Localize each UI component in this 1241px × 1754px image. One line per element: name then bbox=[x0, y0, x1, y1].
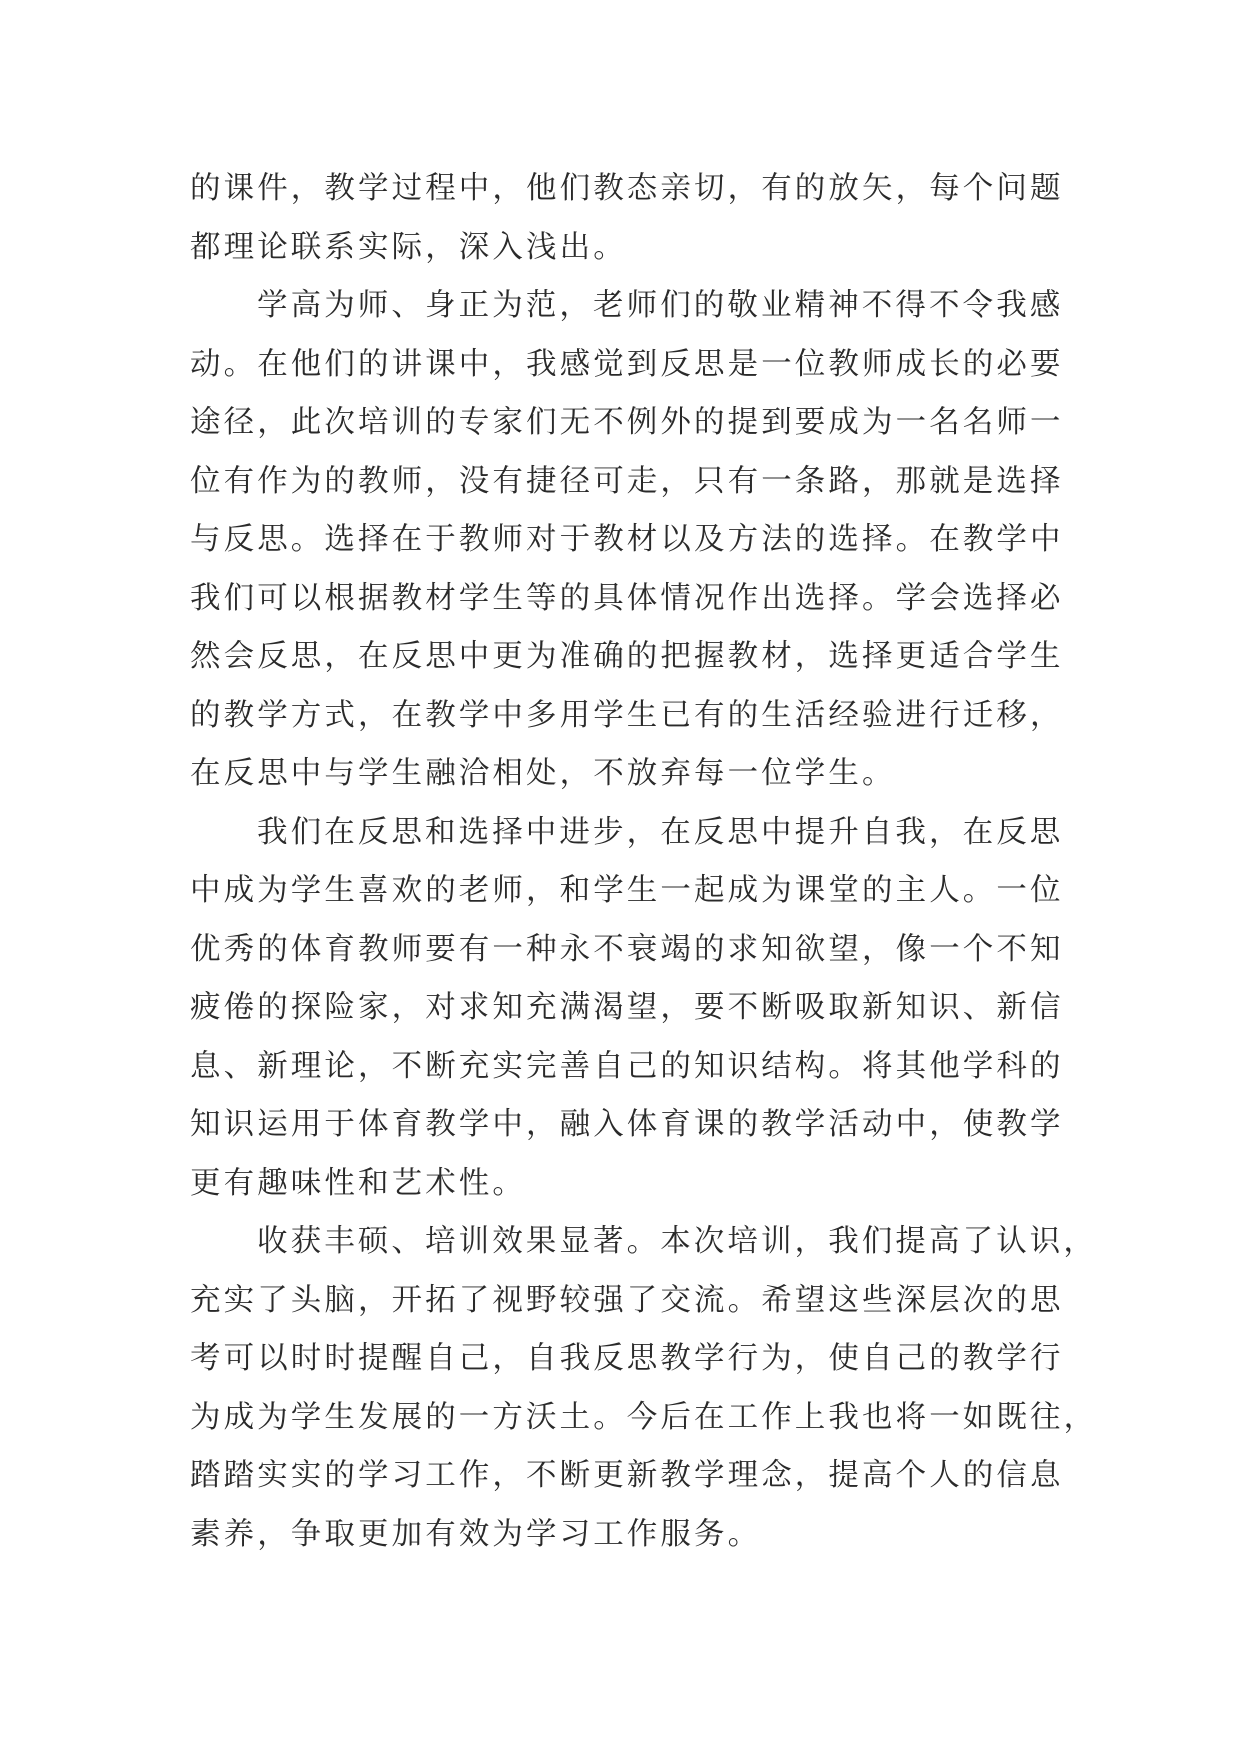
text-line: 途径，此次培训的专家们无不例外的提到要成为一名名师一 bbox=[190, 405, 1064, 440]
text-line: 的教学方式，在教学中多用学生已有的生活经验进行迁移， bbox=[190, 697, 1064, 733]
paragraph-3 bbox=[190, 804, 1064, 1214]
text-line: 我们在反思和选择中进步，在反思中提升自我，在反思 bbox=[257, 814, 1064, 850]
text-line: 收获丰硕、培训效果显著。本次培训，我们提高了认识， bbox=[257, 1224, 1097, 1259]
text-line: 充实了头脑，开拓了视野较强了交流。希望这些深层次的思 bbox=[190, 1282, 1064, 1318]
paragraph-1 bbox=[190, 160, 1064, 277]
text-line: 都理论联系实际，深入浅出。 bbox=[190, 229, 627, 265]
text-line: 疲倦的探险家，对求知充满渴望，要不断吸取新知识、新信 bbox=[190, 990, 1064, 1025]
text-line: 考可以时时提醒自己，自我反思教学行为，使自己的教学行 bbox=[190, 1341, 1064, 1376]
text-line: 更有趣味性和艺术性。 bbox=[190, 1165, 526, 1201]
text-line: 中成为学生喜欢的老师，和学生一起成为课堂的主人。一位 bbox=[190, 873, 1064, 908]
text-line: 在反思中与学生融洽相处，不放弃每一位学生。 bbox=[190, 756, 896, 791]
text-line: 素养，争取更加有效为学习工作服务。 bbox=[190, 1516, 762, 1552]
text-line: 息、新理论，不断充实完善自己的知识结构。将其他学科的 bbox=[190, 1048, 1064, 1084]
text-line: 学高为师、身正为范，老师们的敬业精神不得不令我感 bbox=[257, 288, 1064, 323]
text-line: 知识运用于体育教学中，融入体育课的教学活动中，使教学 bbox=[190, 1107, 1064, 1142]
text-line: 与反思。选择在于教师对于教材以及方法的选择。在教学中 bbox=[190, 522, 1064, 557]
text-line: 为成为学生发展的一方沃土。今后在工作上我也将一如既往， bbox=[190, 1399, 1098, 1435]
text-line: 优秀的体育教师要有一种永不衰竭的求知欲望，像一个不知 bbox=[190, 931, 1064, 967]
paragraph-4 bbox=[190, 1213, 1098, 1564]
text-line: 的课件，教学过程中，他们教态亲切，有的放矢，每个问题 bbox=[190, 171, 1064, 206]
text-line: 踏踏实实的学习工作，不断更新教学理念，提高个人的信息 bbox=[190, 1458, 1064, 1493]
text-line: 我们可以根据教材学生等的具体情况作出选择。学会选择必 bbox=[190, 580, 1064, 616]
paragraph-2 bbox=[190, 277, 1064, 804]
text-line: 然会反思，在反思中更为准确的把握教材，选择更适合学生 bbox=[190, 639, 1064, 674]
text-line: 位有作为的教师，没有捷径可走，只有一条路，那就是选择 bbox=[190, 463, 1064, 499]
text-line: 动。在他们的讲课中，我感觉到反思是一位教师成长的必要 bbox=[190, 346, 1064, 382]
document-body bbox=[190, 160, 1098, 1564]
